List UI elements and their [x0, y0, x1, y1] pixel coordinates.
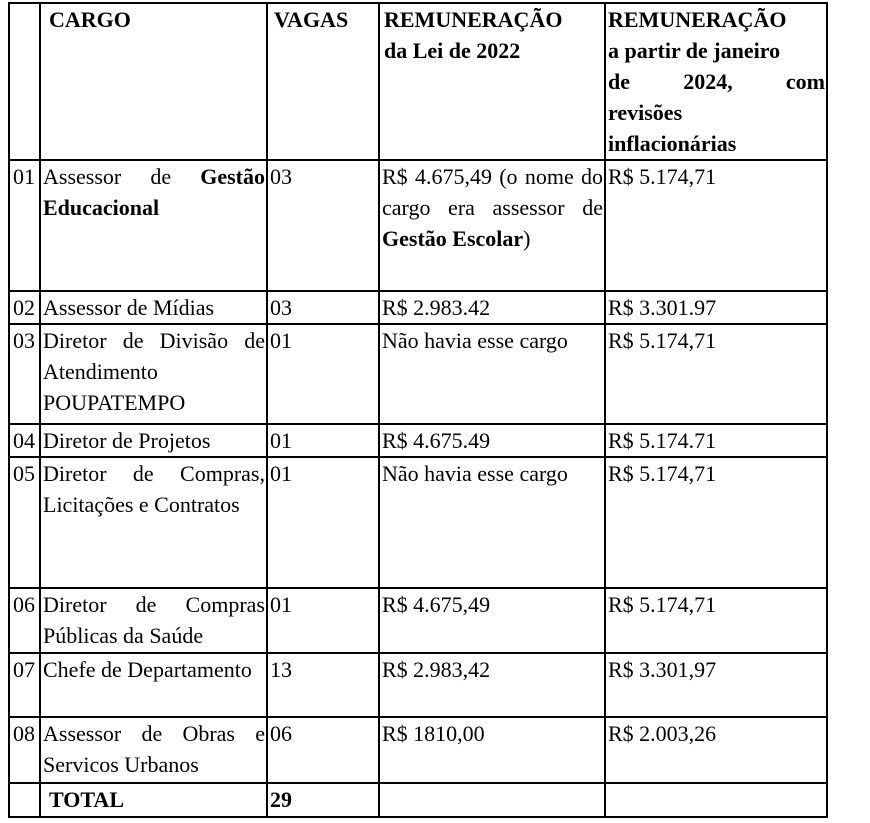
header-num — [9, 3, 40, 160]
row-cargo: Diretor de Divisão de Atendimento POUPATEMPO — [40, 324, 267, 424]
header-cargo: CARGO — [40, 3, 267, 160]
row-cargo: Assessor de Gestão Educacional — [40, 160, 267, 291]
header-rem2024-line4: revisões — [608, 100, 683, 125]
header-rem2024-line3 — [608, 66, 825, 97]
row-cargo: Assessor de Mídias — [40, 291, 267, 324]
row-num: 07 — [9, 653, 40, 717]
total-rem2022 — [379, 783, 605, 817]
table-total-row — [9, 783, 827, 817]
header-rem2024-line1: REMUNERAÇÃO — [608, 7, 787, 32]
row-vagas: 06 — [267, 717, 379, 783]
row-rem2024: R$ 2.003,26 — [605, 717, 827, 783]
header-rem2022-line2: da Lei de 2022 — [384, 38, 521, 63]
header-rem2024-line5: inflacionárias — [608, 131, 737, 156]
table-row — [9, 424, 827, 457]
table-row — [9, 457, 827, 588]
cargos-table — [8, 2, 828, 818]
table-row — [9, 653, 827, 717]
row-rem2024: R$ 5.174,71 — [605, 324, 827, 424]
row-rem2024: R$ 3.301.97 — [605, 291, 827, 324]
table-row — [9, 588, 827, 653]
table-row — [9, 291, 827, 324]
header-vagas: VAGAS — [267, 3, 379, 160]
row-cargo: Chefe de Departamento — [40, 653, 267, 717]
row-rem2022: R$ 2.983.42 — [379, 291, 605, 324]
row-vagas: 01 — [267, 424, 379, 457]
total-label: TOTAL — [40, 783, 267, 817]
row-rem2022: Não havia esse cargo — [379, 324, 605, 424]
header-word: 2024, — [683, 69, 733, 94]
row-rem2022: R$ 4.675,49 — [379, 588, 605, 653]
row-cargo: Assessor de Obras e Servicos Urbanos — [40, 717, 267, 783]
row-cargo: Diretor de Projetos — [40, 424, 267, 457]
table-row — [9, 324, 827, 424]
cargos-table-container — [8, 2, 828, 818]
row-rem2024: R$ 5.174,71 — [605, 588, 827, 653]
header-rem2022 — [379, 3, 605, 160]
row-vagas: 03 — [267, 160, 379, 291]
row-rem2022: R$ 4.675.49 — [379, 424, 605, 457]
row-rem2024: R$ 5.174,71 — [605, 160, 827, 291]
header-rem2024-line2: a partir de janeiro — [608, 38, 781, 63]
total-rem2024 — [605, 783, 827, 817]
row-rem2024: R$ 5.174.71 — [605, 424, 827, 457]
table-row — [9, 160, 827, 291]
table-row — [9, 717, 827, 783]
header-word: de — [608, 69, 630, 94]
row-num: 06 — [9, 588, 40, 653]
row-cargo: Diretor de Compras, Licitações e Contratos — [40, 457, 267, 588]
row-vagas: 03 — [267, 291, 379, 324]
header-rem2022-line1: REMUNERAÇÃO — [384, 7, 563, 32]
header-word: com — [785, 69, 825, 94]
row-rem2022: Não havia esse cargo — [379, 457, 605, 588]
total-num — [9, 783, 40, 817]
row-rem2022: R$ 1810,00 — [379, 717, 605, 783]
row-num: 04 — [9, 424, 40, 457]
row-rem2024: R$ 5.174,71 — [605, 457, 827, 588]
row-num: 05 — [9, 457, 40, 588]
row-vagas: 01 — [267, 457, 379, 588]
row-rem2024: R$ 3.301,97 — [605, 653, 827, 717]
row-num: 03 — [9, 324, 40, 424]
row-rem2022: R$ 4.675,49 (o nome do cargo era assessor de Gestão Escolar) — [379, 160, 605, 291]
row-cargo: Diretor de Compras Públicas da Saúde — [40, 588, 267, 653]
header-rem2024 — [605, 3, 827, 160]
row-num: 08 — [9, 717, 40, 783]
table-header-row — [9, 3, 827, 160]
row-rem2022: R$ 2.983,42 — [379, 653, 605, 717]
row-num: 01 — [9, 160, 40, 291]
row-vagas: 01 — [267, 324, 379, 424]
row-vagas: 01 — [267, 588, 379, 653]
total-vagas: 29 — [267, 783, 379, 817]
row-vagas: 13 — [267, 653, 379, 717]
row-num: 02 — [9, 291, 40, 324]
